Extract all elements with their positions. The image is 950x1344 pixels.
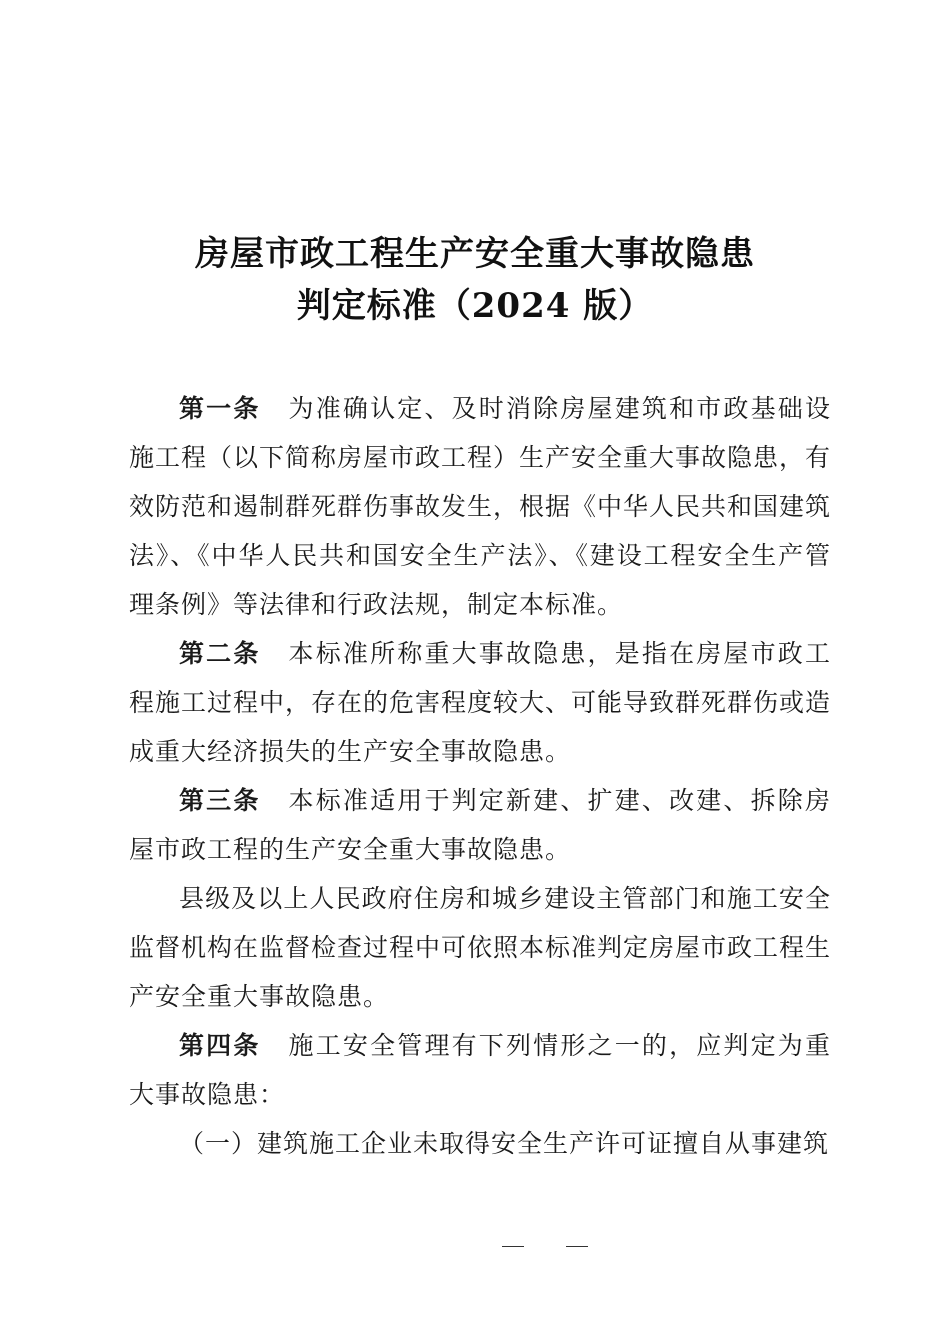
article-4: [129, 1021, 831, 1119]
article-label: 第三条: [179, 786, 261, 815]
item-text: （一）建筑施工企业未取得安全生产许可证擅自从事建筑: [179, 1129, 830, 1158]
article-text: 本标准适用于判定新建、扩建、改建、拆除房屋市政工程的生产安全重大事故隐患。: [129, 786, 831, 864]
paragraph-text: 县级及以上人民政府住房和城乡建设主管部门和施工安全监督机构在监督检查过程中可依照本标准判定房屋市政工程生产安全重大事故隐患。: [129, 884, 832, 1011]
title-line-1: 房屋市政工程生产安全重大事故隐患: [195, 234, 755, 274]
article-4-item-1: [129, 1119, 831, 1168]
article-label: 第一条: [179, 394, 261, 423]
footer-dash-right: [566, 1246, 588, 1247]
document-title: [0, 228, 950, 332]
article-2: [129, 629, 831, 776]
article-3: [129, 776, 831, 874]
footer-dash-left: [502, 1246, 524, 1247]
article-text: 为准确认定、及时消除房屋建筑和市政基础设施工程（以下简称房屋市政工程）生产安全重大事故隐患，有效防范和遏制群死群伤事故发生，根据《中华人民共和国建筑法》、《中华人民共和国安全生产法》、《建设工程安全生产管理条例》等法律和行政法规，制定本标准。: [129, 394, 832, 619]
article-text: 施工安全管理有下列情形之一的，应判定为重大事故隐患：: [129, 1031, 831, 1109]
page-number-footer: [500, 1232, 592, 1252]
document-body: [129, 384, 831, 1168]
article-text: 本标准所称重大事故隐患，是指在房屋市政工程施工过程中，存在的危害程度较大、可能导致群死群伤或造成重大经济损失的生产安全事故隐患。: [129, 639, 832, 766]
article-label: 第四条: [179, 1031, 261, 1060]
article-label: 第二条: [179, 639, 261, 668]
article-3-paragraph-2: [129, 874, 831, 1021]
article-1: [129, 384, 831, 629]
title-line-2: 判定标准（2024 版）: [296, 286, 654, 326]
